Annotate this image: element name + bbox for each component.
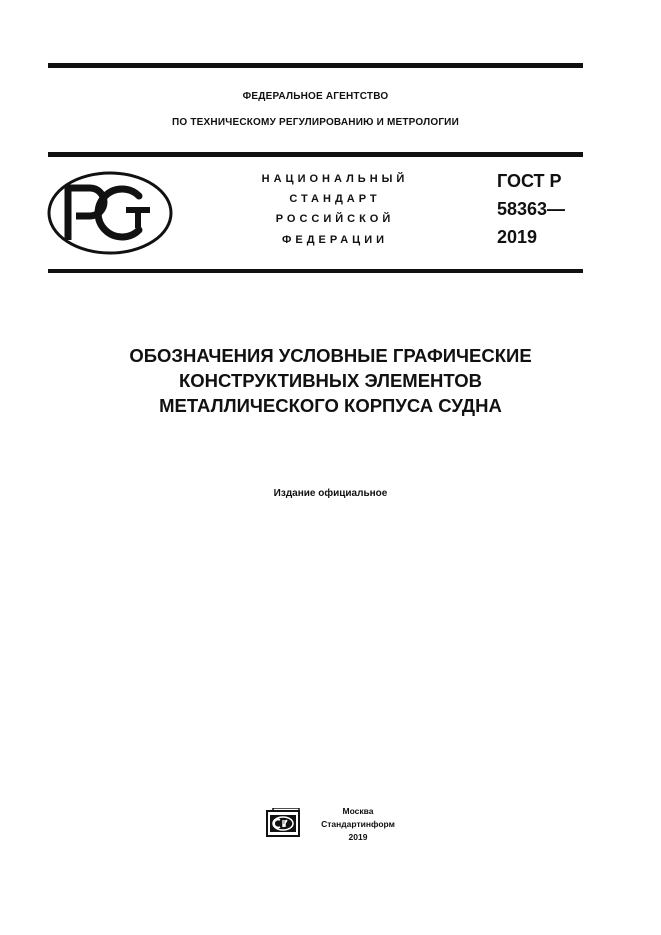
document-title-line: ОБОЗНАЧЕНИЯ УСЛОВНЫЕ ГРАФИЧЕСКИЕ [129,345,532,366]
standard-type-line: СТАНДАРТ [289,193,381,205]
standard-type-line: РОССИЙСКОЙ [275,213,395,225]
document-title-line: МЕТАЛЛИЧЕСКОГО КОРПУСА СУДНА [159,395,502,416]
publisher-city: Москва [342,806,374,816]
edition-label: Издание официальное [273,488,388,499]
header-rule [48,152,583,157]
bottom-header-rule [48,269,583,273]
standartinform-logo-icon [265,808,301,838]
publication-year: 2019 [348,832,368,842]
standard-type-line: НАЦИОНАЛЬНЫЙ [261,173,409,185]
standard-number: 58363— [497,199,566,219]
top-rule [48,63,583,68]
rst-certification-mark-icon [46,170,174,256]
standard-type-line: ФЕДЕРАЦИИ [281,234,389,246]
standard-year: 2019 [497,227,538,247]
document-title-line: КОНСТРУКТИВНЫХ ЭЛЕМЕНТОВ [179,370,482,391]
standard-designation: ГОСТ Р [497,171,562,191]
agency-name-line-2: ПО ТЕХНИЧЕСКОМУ РЕГУЛИРОВАНИЮ И МЕТРОЛОГИИ [172,117,459,128]
publisher-name: Стандартинформ [321,819,395,829]
agency-name-line-1: ФЕДЕРАЛЬНОЕ АГЕНТСТВО [242,91,389,102]
